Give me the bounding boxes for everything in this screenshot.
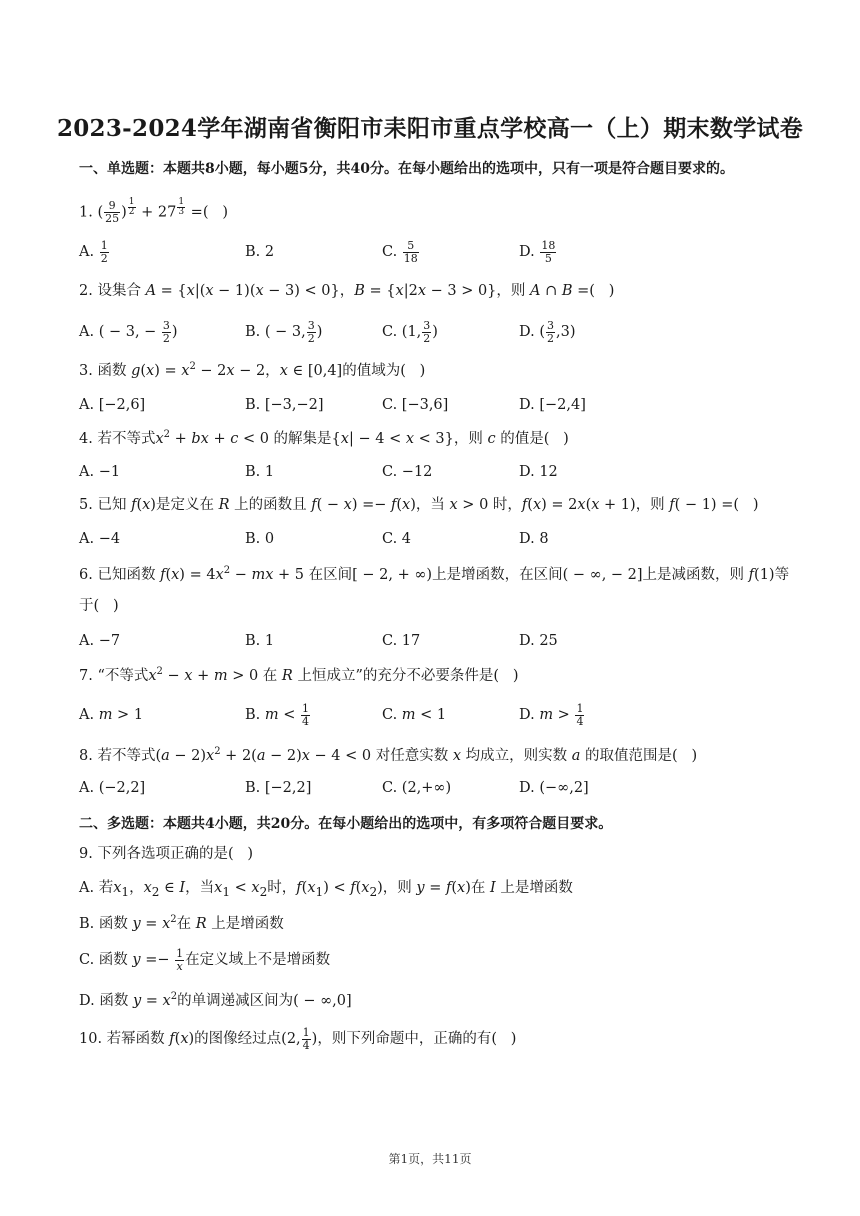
question-6: 6. 已知函数 $f(x) = 4x^2$ − mx + 5 在区间[ − 2, + ∞)上是增函数，在区间( − ∞, − 2]上是减函数，则 f(1)等: [79, 565, 790, 583]
option-c[interactable]: C. −12: [382, 464, 433, 480]
option-c[interactable]: C. $\frac{5}{18}$: [382, 239, 418, 265]
option-b[interactable]: B. 1: [245, 464, 275, 480]
option-a[interactable]: A. 若$x_1$，$x_2$ ∈ I，当$x_1 < x_2$时，$f(x_1) < f(x_2)$，则 y = f(x)在 I 上是增函数: [79, 880, 573, 899]
option-d[interactable]: D. $\frac{18}{5}$: [519, 239, 556, 265]
option-d[interactable]: D. [−2,4]: [519, 397, 586, 413]
option-b[interactable]: B. ( − 3, $\frac{3}{2}$ ): [245, 319, 323, 345]
option-c[interactable]: C. m < 1: [382, 707, 447, 723]
option-b[interactable]: B. 2: [245, 244, 275, 260]
question-1: 1. ( $\frac{9}{25}$ ) $^{\frac{1}{2}}$ + 27 $^{\frac{1}{3}}$ =( ): [79, 197, 228, 225]
question-10: 10. 若幂函数 f(x)的图像经过点(2, $\frac{1}{4}$ )，则下列命题中，正确的有( ): [79, 1026, 517, 1052]
option-a[interactable]: A. −4: [79, 531, 121, 547]
option-d[interactable]: D. m > $\frac{1}{4}$: [519, 702, 584, 728]
question-4: 4. 若不等式$x^2$ + bx + c < 0 的解集是{x| − 4 < x < 3}，则 c 的值是( ): [79, 429, 569, 447]
question-6-continued: 于( ): [79, 598, 119, 614]
question-5: 5. 已知 f(x)是定义在 R 上的函数且 f( − x) =− f(x)，当 x > 0 时，f(x) = 2x(x + 1)，则 f( − 1) =( ): [79, 497, 759, 513]
option-a[interactable]: A. −1: [79, 464, 121, 480]
option-b[interactable]: B. 函数 $y = x^2$在 R 上是增函数: [79, 914, 284, 932]
question-2: 2. 设集合 A = {x|(x − 1)(x − 3) < 0}，B = {x|2x − 3 > 0}，则 A ∩ B =( ): [79, 283, 615, 299]
option-b[interactable]: B. [−2,2]: [245, 780, 312, 796]
option-d[interactable]: D. 25: [519, 633, 558, 649]
question-8: 8. 若不等式$(a - 2)x^2 + 2(a - 2)x - 4 < 0$ 对任意实数 x 均成立，则实数 a 的取值范围是( ): [79, 746, 698, 764]
option-c[interactable]: C. [−3,6]: [382, 397, 449, 413]
option-a[interactable]: A. $\frac{1}{2}$: [79, 239, 108, 265]
section-multiple-choice: 二、多选题：本题共4小题，共20分。在每小题给出的选项中，有多项符合题目要求。: [79, 816, 613, 832]
option-c[interactable]: C. (1, $\frac{3}{2}$ ): [382, 319, 438, 345]
option-c[interactable]: C. 17: [382, 633, 421, 649]
page-title: 2023-2024学年湖南省衡阳市耒阳市重点学校高一（上）期末数学试卷: [56, 115, 804, 142]
option-c[interactable]: C. 函数 y =− $\frac{1}{x}$ 在定义域上不是增函数: [79, 947, 331, 973]
option-c[interactable]: C. 4: [382, 531, 412, 547]
option-a[interactable]: A. −7: [79, 633, 121, 649]
option-c[interactable]: C. (2,+∞): [382, 780, 452, 796]
question-7: 7. “不等式$x^2 - x + m > 0$ 在 R 上恒成立”的充分不必要条件是( ): [79, 666, 519, 684]
option-a[interactable]: A. [−2,6]: [79, 397, 146, 413]
option-b[interactable]: B. [−3,−2]: [245, 397, 324, 413]
option-a[interactable]: A. m > 1: [79, 707, 144, 723]
question-9: 9. 下列各选项正确的是( ): [79, 846, 254, 862]
option-d[interactable]: D. 函数 $y = x^2$的单调递减区间为( − ∞,0]: [79, 991, 352, 1009]
option-d[interactable]: D. 12: [519, 464, 558, 480]
option-d[interactable]: D. (−∞,2]: [519, 780, 589, 796]
option-a[interactable]: A. ( − 3, − $\frac{3}{2}$ ): [79, 319, 178, 345]
option-b[interactable]: B. 0: [245, 531, 275, 547]
option-a[interactable]: A. (−2,2]: [79, 780, 146, 796]
page-footer: 第1页，共11页: [388, 1152, 472, 1166]
option-d[interactable]: D. ( $\frac{3}{2}$ ,3): [519, 319, 576, 345]
option-d[interactable]: D. 8: [519, 531, 549, 547]
section-single-choice: 一、单选题：本题共8小题，每小题5分，共40分。在每小题给出的选项中，只有一项是符合题目要求的。: [79, 161, 734, 177]
option-b[interactable]: B. m < $\frac{1}{4}$: [245, 702, 309, 728]
option-b[interactable]: B. 1: [245, 633, 275, 649]
question-3: 3. 函数 $g(x) = x^2 - 2x - 2$，x ∈ [0,4]的值域为( ): [79, 361, 426, 379]
